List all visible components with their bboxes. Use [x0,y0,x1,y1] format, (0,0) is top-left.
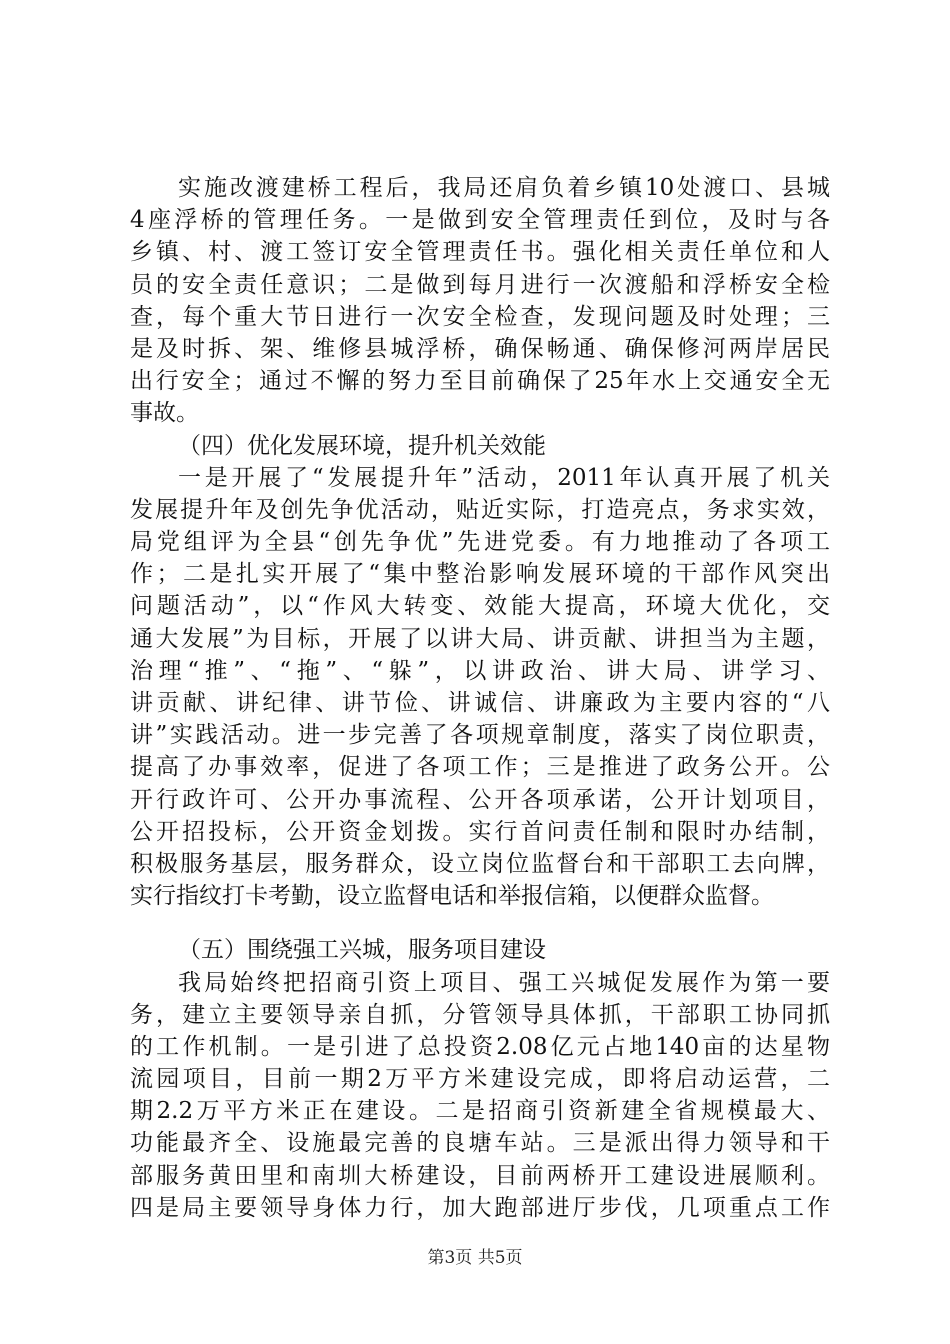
text-line: 公开招投标，公开资金划拨。实行首问责任制和限时办结制， [130,818,830,845]
paragraph-projects [130,967,830,1225]
page-number-footer: 第3页 共5页 [427,1248,523,1268]
text-line: 员的安全责任意识；二是做到每月进行一次渡船和浮桥安全检 [130,271,830,298]
text-line: 讲贡献、讲纪律、讲节俭、讲诚信、讲廉政为主要内容的“八 [130,690,830,716]
paragraph-gap [130,912,830,934]
text-line: 治理“推”、“拖”、“躲”，以讲政治、讲大局、讲学习、 [130,657,830,684]
text-line: 问题活动”，以“作风大转变、效能大提高，环境大优化，交 [130,593,830,620]
paragraph-water-safety [130,172,830,430]
text-line: 是及时拆、架、维修县城浮桥，确保畅通、确保修河两岸居民 [130,335,830,362]
text-line: 务，建立主要领导亲自抓，分管领导具体抓，干部职工协同抓 [130,1001,830,1028]
text-line: 讲”实践活动。进一步完善了各项规章制度，落实了岗位职责， [130,722,830,749]
text-line: 功能最齐全、设施最完善的良塘车站。三是派出得力领导和干 [130,1130,830,1157]
text-line: 我局始终把招商引资上项目、强工兴城促发展作为第一要 [178,969,830,996]
text-line: 通大发展”为目标，开展了以讲大局、讲贡献、讲担当为主题， [130,625,830,652]
text-line: 出行安全；通过不懈的努力至目前确保了25年水上交通安全无 [130,368,830,395]
text-line: 实施改渡建桥工程后，我局还肩负着乡镇10处渡口、县城 [178,175,830,201]
text-line: 一是开展了“发展提升年”活动，2011年认真开展了机关 [178,464,830,491]
text-line: 发展提升年及创先争优活动，贴近实际，打造亮点，务求实效， [130,496,830,523]
text-line: 事故。 [130,400,199,427]
text-line: 流园项目，目前一期2万平方米建设完成，即将启动运营，二 [130,1066,830,1093]
section-heading: （四）优化发展环境，提升机关效能 [178,432,546,459]
section-heading: （五）围绕强工兴城，服务项目建设 [178,937,546,964]
text-line: 局党组评为全县“创先争优”先进党委。有力地推动了各项工 [130,529,830,556]
text-line: 的工作机制。一是引进了总投资2.08亿元占地140亩的达星物 [130,1033,830,1060]
document-body [130,172,830,1224]
text-line: 查，每个重大节日进行一次安全检查，发现问题及时处理；三 [130,303,830,330]
text-line: 4座浮桥的管理任务。一是做到安全管理责任到位，及时与各 [130,207,830,234]
text-line: 部服务黄田里和南圳大桥建设，目前两桥开工建设进展顺利。 [130,1162,830,1189]
text-line: 乡镇、村、渡工签订安全管理责任书。强化相关责任单位和人 [130,239,830,266]
text-line: 作；二是扎实开展了“集中整治影响发展环境的干部作风突出 [130,561,830,588]
text-line: 积极服务基层，服务群众，设立岗位监督台和干部职工去向牌， [130,850,830,877]
paragraph-environment [130,462,830,913]
text-line: 四是局主要领导身体力行，加大跑部进厅步伐，几项重点工作 [130,1194,830,1221]
text-line: 开行政许可、公开办事流程、公开各项承诺，公开计划项目， [130,786,830,813]
text-line: 提高了办事效率，促进了各项工作；三是推进了政务公开。公 [130,754,830,781]
text-line: 实行指纹打卡考勤，设立监督电话和举报信箱，以便群众监督。 [130,883,774,910]
text-line: 期2.2万平方米正在建设。二是招商引资新建全省规模最大、 [130,1098,830,1125]
